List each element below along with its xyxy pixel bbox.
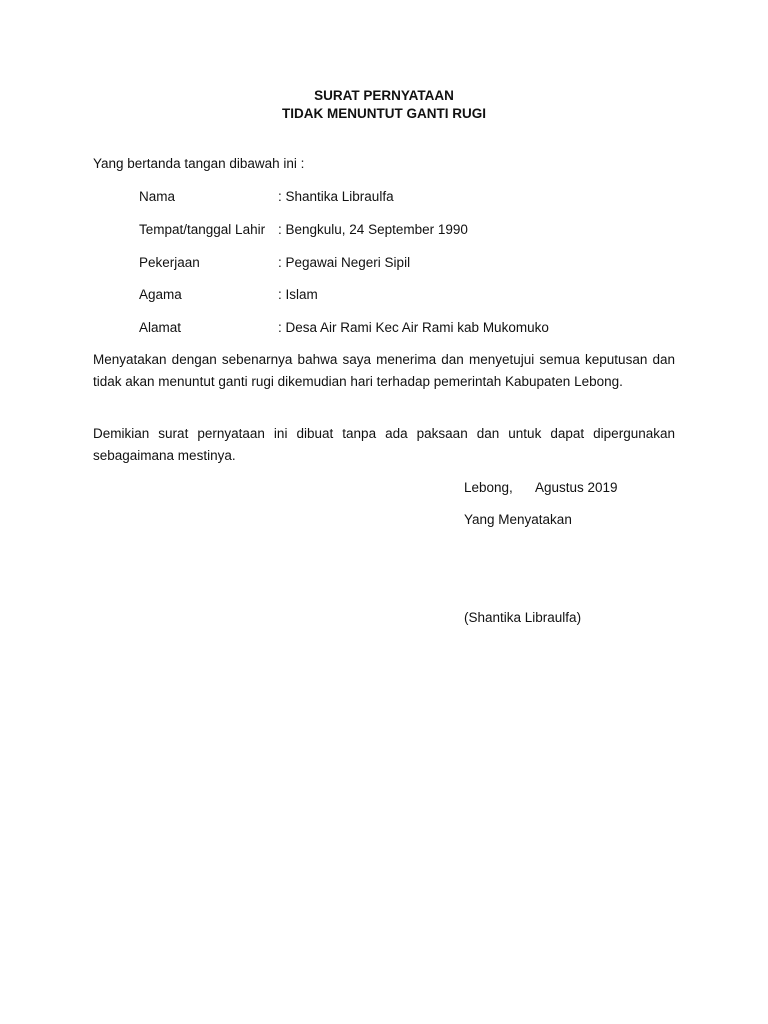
- intro-text: Yang bertanda tangan dibawah ini :: [93, 156, 305, 171]
- signatory-name: (Shantika Libraulfa): [464, 610, 582, 625]
- field-nama: [139, 188, 699, 206]
- field-agama: [139, 286, 699, 304]
- field-alamat: [139, 319, 699, 337]
- document-title: SURAT PERNYATAAN: [314, 88, 454, 103]
- field-pekerjaan: [139, 254, 699, 272]
- document-subtitle: TIDAK MENUNTUT GANTI RUGI: [282, 106, 486, 121]
- field-label: Agama: [139, 287, 182, 302]
- statement-paragraph: Menyatakan dengan sebenarnya bahwa saya menerima dan menyetujui semua keputusan dan tidak akan menuntut ganti rugi dikemudian hari terhadap pemerintah Kabupaten Lebong.: [93, 352, 675, 389]
- field-value: : Islam: [278, 287, 318, 302]
- field-label: Alamat: [139, 320, 182, 335]
- signature-role: Yang Menyatakan: [464, 512, 572, 527]
- closing-paragraph: Demikian surat pernyataan ini dibuat tanpa ada paksaan dan untuk dapat dipergunakan sebagaimana mestinya.: [93, 426, 675, 463]
- field-tempat-tanggal-lahir: [139, 221, 699, 239]
- signature-place: Lebong,: [464, 480, 513, 495]
- field-label: Tempat/tanggal Lahir: [139, 222, 266, 237]
- field-value: : Shantika Libraulfa: [278, 189, 394, 204]
- field-value: : Desa Air Rami Kec Air Rami kab Mukomuko: [278, 320, 549, 335]
- signature-date: Agustus 2019: [535, 480, 618, 495]
- field-label: Pekerjaan: [139, 255, 200, 270]
- field-value: : Bengkulu, 24 September 1990: [278, 222, 468, 237]
- field-label: Nama: [139, 189, 176, 204]
- field-value: : Pegawai Negeri Sipil: [278, 255, 411, 270]
